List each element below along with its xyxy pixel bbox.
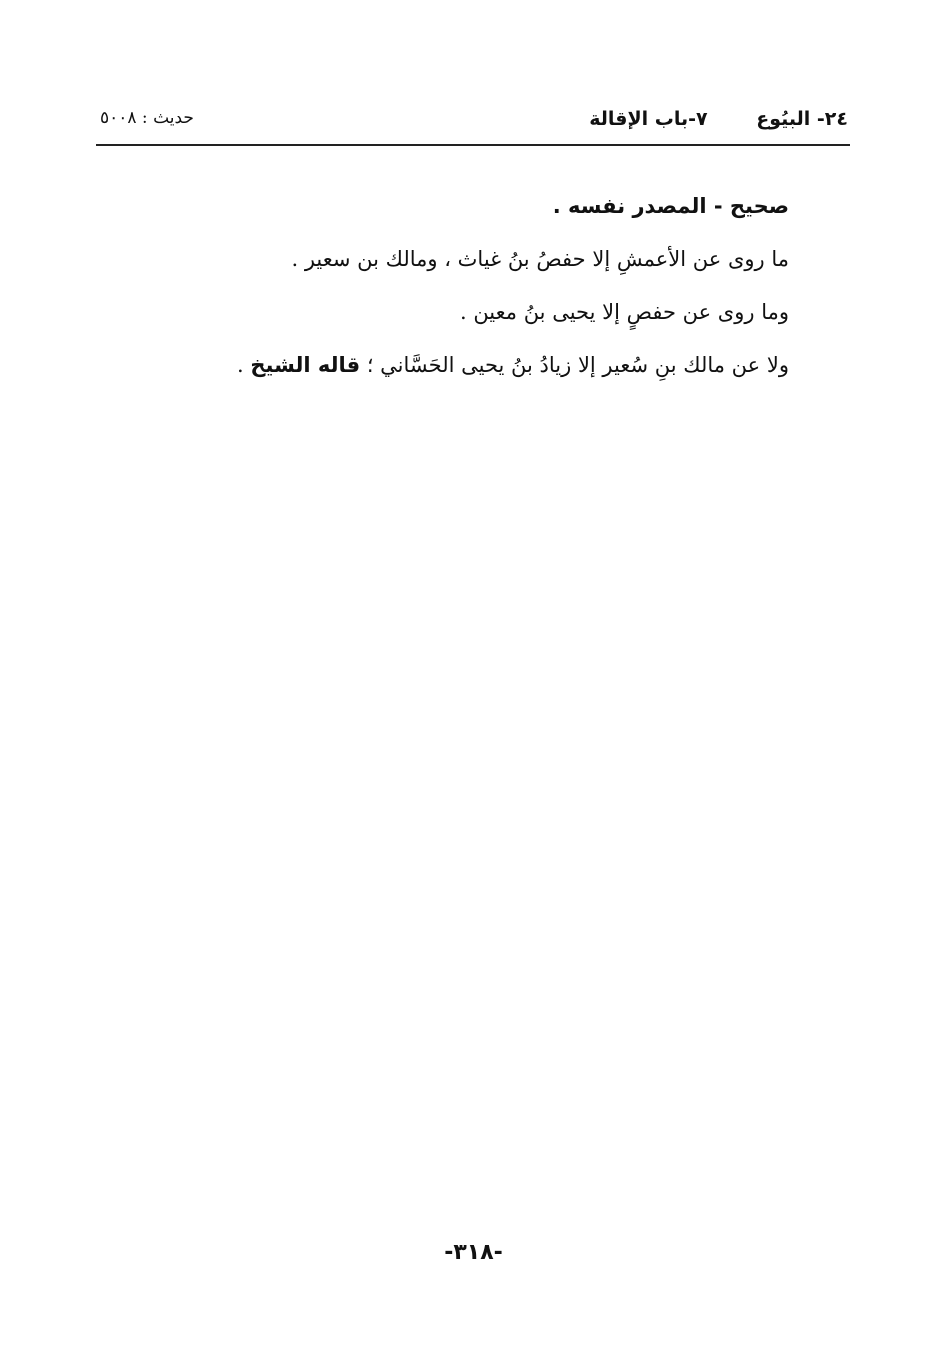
chapter-title: ٢٤- البيُوع xyxy=(756,108,848,130)
page-number: -٣١٨- xyxy=(444,1240,503,1265)
text-line xyxy=(169,345,789,398)
text-line: ما روى عن الأعمشِ إلا حفصُ بنُ غياث ، ومالك بن سعير . xyxy=(291,247,789,271)
body-text xyxy=(169,186,789,398)
text-line-plain: ولا عن مالك بنِ سُعير إلا زيادُ بنُ يحيى الحَسَّاني ؛ xyxy=(366,353,789,377)
page-header xyxy=(96,104,850,146)
line-end-dot: . xyxy=(237,353,251,377)
hadith-reference: حديث : ٥٠٠٨ xyxy=(100,108,194,128)
section-title: ٧-باب الإقالة xyxy=(589,108,708,130)
grading-line: صحيح - المصدر نفسه . xyxy=(552,194,789,218)
header-chapter-section xyxy=(589,108,848,130)
attribution-bold: قاله الشيخ xyxy=(250,353,361,377)
text-line: وما روى عن حفصٍ إلا يحيى بنُ معين . xyxy=(459,300,789,324)
